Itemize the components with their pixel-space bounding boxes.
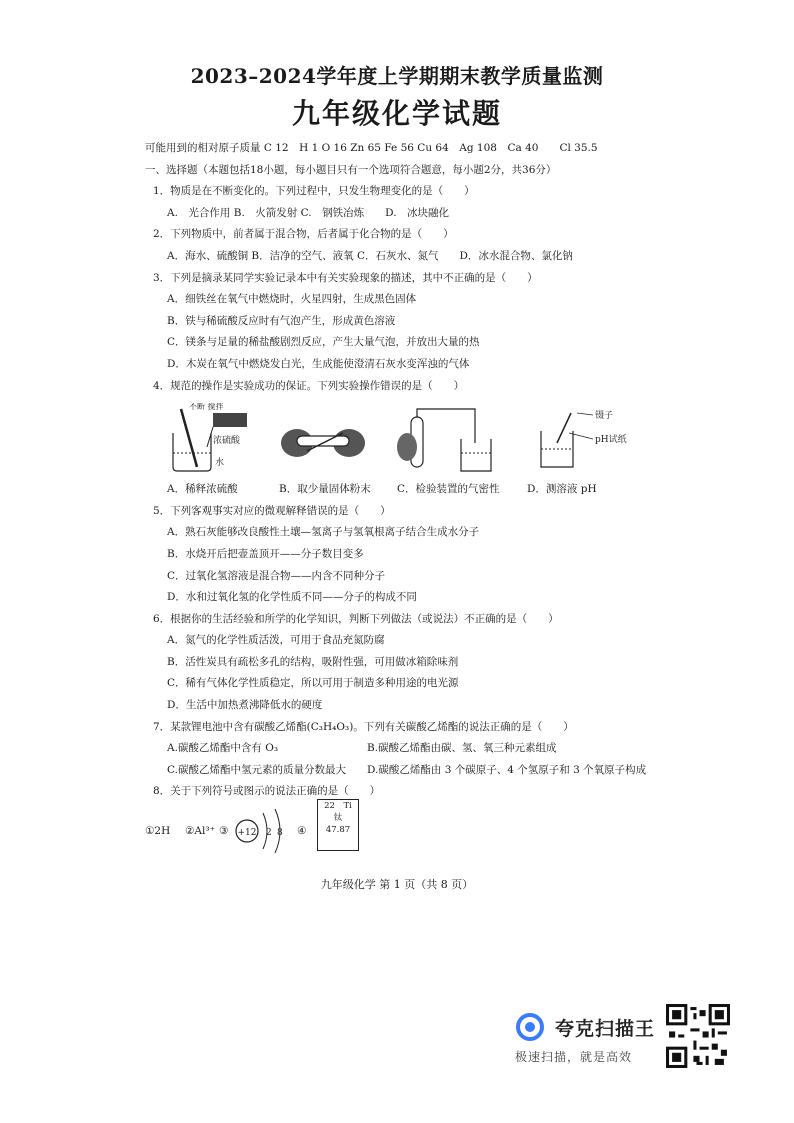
scanner-tagline: 极速扫描，就是高效 — [515, 1050, 633, 1064]
element-symbol: Ti — [343, 801, 352, 812]
question-6-option-a: A．氮气的化学性质活泼，可用于食品充氮防腐 — [167, 634, 385, 647]
ph-paper-label: pH试纸 — [595, 435, 627, 446]
question-1-stem: 1．物质是在不断变化的。下列过程中，只发生物理变化的是（ ） — [153, 185, 475, 198]
question-5-stem: 5．下列客观事实对应的微观解释错误的是（ ） — [153, 504, 391, 517]
question-6-option-c: C．稀有气体化学性质稳定，所以可用于制造多种用途的电光源 — [167, 677, 459, 690]
dilution-figure — [167, 403, 257, 477]
element-name: 钛 — [333, 813, 343, 824]
question-4-option-b: B．取少量固体粉末 — [279, 483, 371, 496]
powder-figure — [277, 403, 367, 477]
element-card-ti — [317, 799, 359, 851]
question-6-option-b: B．活性炭具有疏松多孔的结构，吸附性强，可用做冰箱除味剂 — [167, 655, 459, 668]
stir-label: 不断 搅拌 — [189, 403, 224, 412]
water-label: 水 — [215, 458, 225, 469]
question-2-stem: 2．下列物质中，前者属于混合物，后者属于化合物的是（ ） — [153, 228, 454, 241]
exam-title: 2023–2024学年度上学期期末教学质量监测 — [190, 64, 604, 88]
question-4-options — [145, 479, 665, 501]
question-7-option-d: D.碳酸乙烯酯由 3 个碳原子、4 个氢原子和 3 个氧原子构成 — [367, 763, 647, 776]
question-7-option-c: C.碳酸乙烯酯中氢元素的质量分数最大 — [167, 763, 346, 776]
question-4-option-c: C．检验装置的气密性 — [397, 483, 500, 496]
question-3-option-a: A．细铁丝在氧气中燃烧时，火星四射，生成黑色固体 — [167, 293, 417, 306]
ph-figure — [531, 403, 661, 477]
question-8-stem: 8．关于下列符号或图示的说法正确的是（ ） — [153, 785, 381, 798]
nucleus-label: +12 — [237, 828, 257, 839]
question-3-stem: 3．下列是摘录某同学实验记录本中有关实验现象的描述，其中不正确的是（ ） — [153, 271, 538, 284]
q8-item-2: ②Al³⁺ — [185, 825, 216, 838]
q8-item-3: ③ — [219, 825, 229, 838]
page-footer: 九年级化学 第 1 页（共 8 页） — [320, 878, 474, 891]
question-3-option-b: B．铁与稀硫酸反应时有气泡产生，形成黄色溶液 — [167, 314, 396, 327]
question-2-options: A．海水、硫酸铜 B．洁净的空气、液氧 C．石灰水、氮气 D．冰水混合物、氯化钠 — [167, 249, 573, 262]
question-4-option-d: D．测溶液 pH — [527, 483, 597, 496]
airtight-figure — [391, 403, 501, 477]
shell-1-count: 2 — [266, 828, 272, 839]
exam-content — [145, 138, 665, 857]
scanner-brand: 夸克扫描王 — [555, 1018, 656, 1040]
shell-2-count: 8 — [277, 828, 283, 839]
question-4-stem: 4．规范的操作是实验成功的保证。下列实验操作错误的是（ ） — [153, 379, 465, 392]
question-3-option-d: D．木炭在氧气中燃烧发白光，生成能使澄清石灰水变浑浊的气体 — [167, 357, 470, 370]
question-5-option-c: C．过氧化氢溶液是混合物——内含不同种分子 — [167, 569, 386, 582]
subject-title: 九年级化学试题 — [291, 97, 502, 130]
qr-code — [666, 1004, 730, 1068]
element-number-and-symbol — [318, 800, 358, 812]
section-heading: 一、选择题（本题包括18小题，每小题目只有一个选项符合题意，每小题2分，共36分） — [145, 163, 557, 176]
atomic-masses: 可能用到的相对原子质量 C 12 H 1 O 16 Zn 65 Fe 56 Cu 64 Ag 108 Ca 40 Cl 35.5 — [145, 142, 598, 154]
question-7-option-b: B.碳酸乙烯酯由碳、氢、氧三种元素组成 — [367, 742, 557, 755]
question-5-option-a: A．熟石灰能够改良酸性土壤—氢离子与氢氧根离子结合生成水分子 — [167, 526, 480, 539]
question-7-option-a: A.碳酸乙烯酯中含有 O₃ — [167, 742, 279, 755]
question-6-stem: 6．根据你的生活经验和所学的化学知识，判断下列做法（或说法）不正确的是（ ） — [153, 612, 559, 625]
scanner-watermark — [513, 1010, 663, 1070]
question-6-option-d: D．生活中加热煮沸降低水的硬度 — [167, 699, 323, 712]
acid-label: 浓硫酸 — [213, 436, 241, 447]
question-5-option-d: D．水和过氧化氢的化学性质不同——分子的构成不同 — [167, 591, 417, 604]
question-7-stem: 7．某款锂电池中含有碳酸乙烯酯(C₃H₄O₃)。下列有关碳酸乙烯酯的说法正确的是（ ） — [153, 720, 574, 733]
scanner-logo-icon — [515, 1012, 545, 1042]
tweezers-label: 镊子 — [595, 411, 614, 422]
question-4-option-a: A．稀释浓硫酸 — [167, 483, 238, 496]
q8-item-1: ①2H — [145, 825, 171, 838]
element-mass: 47.87 — [325, 825, 351, 836]
question-4-figures — [159, 403, 665, 477]
question-8-figures — [145, 801, 665, 857]
atom-structure-diagram — [233, 805, 293, 857]
question-1-options: A. 光合作用 B. 火箭发射 C. 钢铁冶炼 D. 冰块融化 — [167, 206, 450, 219]
question-7-options-ab — [145, 738, 665, 760]
q8-item-4: ④ — [297, 825, 307, 838]
element-number: 22 — [324, 801, 335, 812]
question-7-options-cd — [145, 760, 665, 782]
question-3-option-c: C．镁条与足量的稀盐酸剧烈反应，产生大量气泡，并放出大量的热 — [167, 336, 480, 349]
question-5-option-b: B．水烧开后把壶盖顶开——分子数目变多 — [167, 547, 364, 560]
